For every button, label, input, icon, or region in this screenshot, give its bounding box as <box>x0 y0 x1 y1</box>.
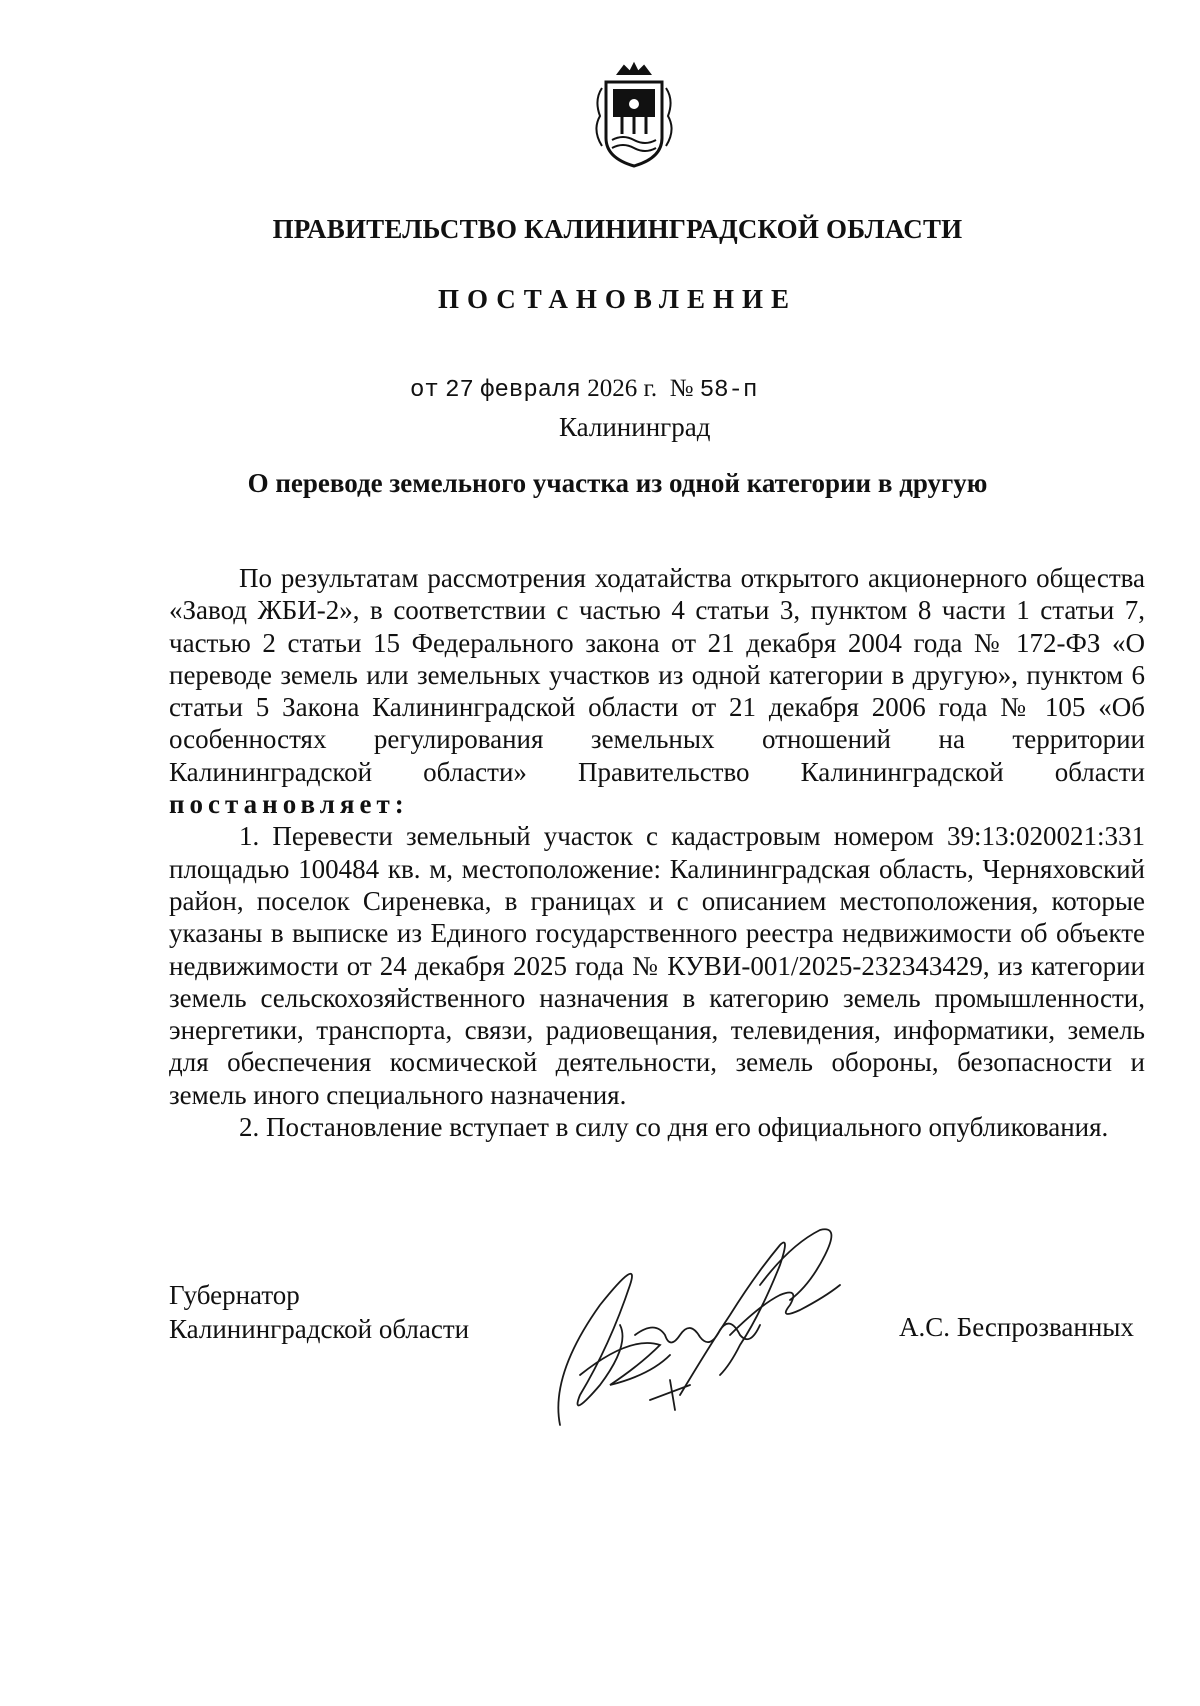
document-type-heading: ПОСТАНОВЛЕНИЕ <box>437 284 798 314</box>
coat-of-arms-icon <box>588 60 680 172</box>
date-year: 2026 <box>587 375 638 402</box>
position-line-1: Губернатор <box>169 1280 300 1310</box>
date-prefix: от <box>410 377 439 404</box>
preamble-paragraph <box>169 562 1145 820</box>
date-month: февраля <box>480 377 581 404</box>
number-sign: № <box>669 375 694 402</box>
item-2-paragraph: 2. Постановление вступает в силу со дня его официального опубликования. <box>239 1112 1109 1143</box>
year-suffix: г. <box>643 375 658 402</box>
date-number-line <box>410 375 757 404</box>
handwritten-signature <box>540 1225 870 1440</box>
city: Калининград <box>559 412 711 442</box>
document-subject: О переводе земельного участка из одной категории в другую <box>247 468 988 498</box>
signatory-position <box>169 1278 469 1346</box>
date-day: 27 <box>445 377 474 404</box>
item-1-paragraph: 1. Перевести земельный участок с кадастровым номером 39:13:020021:331 площадью 100484 кв. м, местоположение: Калининградская область, Черняховский район, поселок Сиреневка, в границах и с описанием местоположения, которые указаны в выписке из Единого государственного реестра недвижимости об объекте недвижимости от 24 декабря 2025 года № КУВИ-001/2025-232343429, из категории земель сельскохозяйственного назначения в категорию земель промышленности, энергетики, транспорта, связи, радиовещания, телевидения, информатики, земель для обеспечения космической деятельности, земель обороны, безопасности и земель иного специального назначения. <box>169 821 1145 1110</box>
position-line-2: Калининградской области <box>169 1314 470 1344</box>
resolves-word: постановляет: <box>169 789 409 820</box>
document-body <box>169 562 1145 1143</box>
organization-title: ПРАВИТЕЛЬСТВО КАЛИНИНГРАДСКОЙ ОБЛАСТИ <box>272 214 963 244</box>
document-number: 58-п <box>699 377 758 404</box>
signatory-name: А.С. Беспрозванных <box>899 1312 1134 1342</box>
preamble-text: По результатам рассмотрения ходатайства открытого акционерного общества «Завод ЖБИ-2», в соответствии с частью 4 статьи 3, пунктом 8 части 1 статьи 7, частью 2 статьи 15 Федерального закона от 21 декабря 2004 года № 172-ФЗ «О переводе земель или земельных участков из одной категории в другую», пунктом 6 статьи 5 Закона Калининградской области от 21 декабря 2006 года № 105 «Об особенностях регулирования земельных отношений на территории Калининградской области» Правительство Калининградской области <box>169 563 1145 787</box>
